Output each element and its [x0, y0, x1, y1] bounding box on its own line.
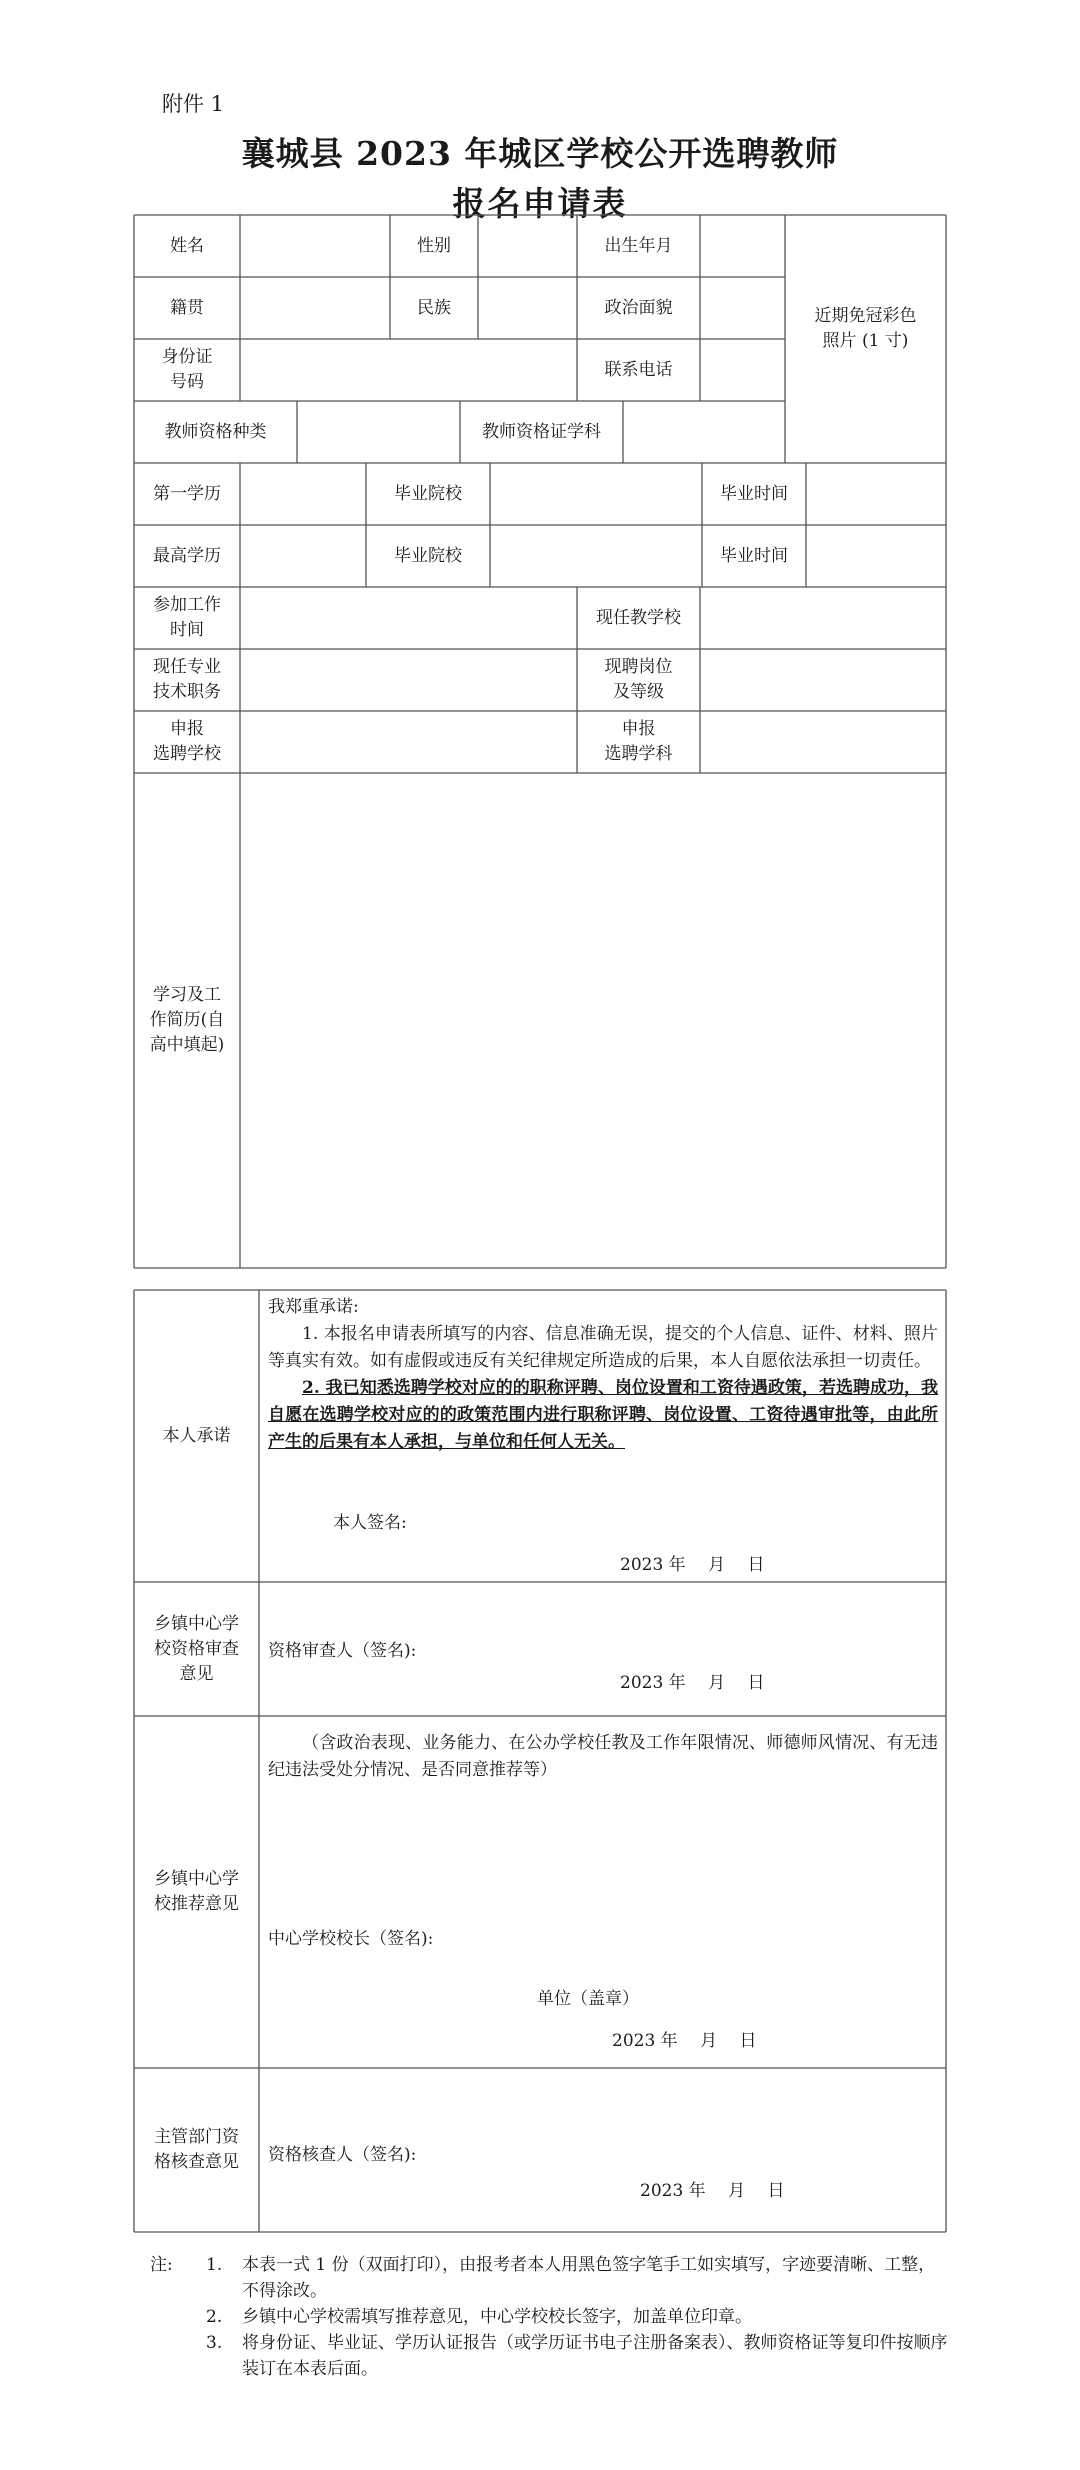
note-text: 本表一式 1 份（双面打印），由报考者本人用黑色签字笔手工如实填写，字迹要清晰、工整，不得涂改。	[242, 2255, 936, 2301]
id-number-field[interactable]	[240, 339, 577, 401]
pledge-content	[268, 1294, 938, 1456]
grad-school-1-field[interactable]	[490, 463, 702, 525]
label-authority: 主管部门资 格核查意见	[154, 2127, 239, 2172]
label-apply-subject: 申报 选聘学科	[604, 719, 673, 764]
note-text: 乡镇中心学校需填写推荐意见，中心学校校长签字，加盖单位印章。	[242, 2307, 752, 2327]
review-signature-field[interactable]	[450, 1634, 750, 1664]
notes-prefix: 注:	[150, 2255, 173, 2275]
work-start-field[interactable]	[240, 587, 577, 649]
pledge-signature-label: 本人签名:	[333, 1513, 407, 1533]
recommend-date: 2023 年 月 日	[612, 2031, 757, 2051]
label-current-school: 现任教学校	[596, 607, 681, 628]
label-political-status: 政治面貌	[604, 297, 673, 318]
note-item	[150, 2330, 950, 2382]
principal-signature-label: 中心学校校长（签名):	[268, 1929, 434, 1949]
authority-signer-label: 资格核查人（签名):	[268, 2145, 417, 2165]
note-number: 1.	[206, 2255, 223, 2275]
authority-date: 2023 年 月 日	[640, 2181, 785, 2201]
phone-field[interactable]	[700, 339, 785, 401]
pledge-date: 2023 年 月 日	[620, 1555, 765, 1575]
label-review: 乡镇中心学 校资格审查 意见	[154, 1613, 239, 1684]
note-number: 3.	[206, 2333, 223, 2353]
photo-placeholder[interactable]: 近期免冠彩色 照片 (1 寸)	[814, 306, 917, 351]
label-recommend: 乡镇中心学 校推荐意见	[154, 1869, 239, 1914]
apply-school-field[interactable]	[240, 711, 577, 773]
current-school-field[interactable]	[700, 587, 946, 649]
pledge-item-1: 1. 本报名申请表所填写的内容、信息准确无误，提交的个人信息、证件、材料、照片等真实有效。如有虚假或违反有关纪律规定所造成的后果，本人自愿依法承担一切责任。	[268, 1324, 938, 1371]
birth-field[interactable]	[700, 215, 785, 277]
cert-type-field[interactable]	[297, 401, 460, 463]
authority-signature-field[interactable]	[450, 2138, 750, 2168]
grad-time-2-field[interactable]	[806, 525, 946, 587]
resume-field[interactable]	[240, 773, 946, 1268]
label-current-title: 现任专业 技术职务	[153, 657, 221, 702]
ethnicity-field[interactable]	[478, 277, 577, 339]
notes-section	[150, 2252, 950, 2382]
review-date: 2023 年 月 日	[620, 1673, 765, 1693]
label-apply-school: 申报 选聘学校	[153, 719, 221, 764]
unit-seal-label: 单位（盖章）	[537, 1989, 639, 2009]
label-ethnicity: 民族	[417, 297, 451, 318]
form-subtitle: 报名申请表	[452, 184, 628, 223]
label-native-place: 籍贯	[170, 297, 204, 318]
name-field[interactable]	[240, 215, 390, 277]
pledge-signature-field[interactable]	[440, 1506, 740, 1536]
label-grad-school-2: 毕业院校	[394, 545, 462, 566]
grad-school-2-field[interactable]	[490, 525, 702, 587]
recommend-hint: （含政治表现、业务能力、在公办学校任教及工作年限情况、师德师风情况、有无违纪违法受处分情况、是否同意推荐等）	[268, 1733, 938, 1780]
gender-field[interactable]	[478, 215, 577, 277]
form-title: 襄城县 2023 年城区学校公开选聘教师	[241, 134, 839, 173]
label-pledge: 本人承诺	[162, 1425, 231, 1446]
current-post-field[interactable]	[700, 649, 946, 711]
note-number: 2.	[206, 2307, 223, 2327]
apply-subject-field[interactable]	[700, 711, 946, 773]
pledge-item-2: 2. 我已知悉选聘学校对应的的职称评聘、岗位设置和工资待遇政策，若选聘成功，我自愿在选聘学校对应的的政策范围内进行职称评聘、岗位设置、工资待遇审批等，由此所产生的后果有本人承担，与单位和任何人无关。	[268, 1378, 938, 1452]
label-gender: 性别	[417, 235, 451, 256]
pledge-intro: 我郑重承诺:	[268, 1297, 359, 1317]
political-status-field[interactable]	[700, 277, 785, 339]
current-title-field[interactable]	[240, 649, 577, 711]
label-birth: 出生年月	[604, 235, 673, 256]
note-item	[150, 2252, 950, 2304]
native-place-field[interactable]	[240, 277, 390, 339]
label-phone: 联系电话	[604, 359, 673, 380]
label-cert-type: 教师资格种类	[164, 421, 267, 442]
label-grad-time-2: 毕业时间	[720, 545, 788, 566]
first-degree-field[interactable]	[240, 463, 366, 525]
attachment-label: 附件 1	[162, 92, 225, 116]
label-current-post: 现聘岗位 及等级	[604, 657, 673, 702]
label-first-degree: 第一学历	[153, 483, 221, 504]
label-work-start: 参加工作 时间	[153, 595, 221, 640]
note-text: 将身份证、毕业证、学历认证报告（或学历证书电子注册备案表）、教师资格证等复印件按顺序装订在本表后面。	[242, 2333, 948, 2379]
label-grad-time-1: 毕业时间	[720, 483, 788, 504]
label-resume: 学习及工 作简历(自 高中填起)	[149, 985, 225, 1055]
label-id-number: 身份证 号码	[161, 347, 213, 392]
grad-time-1-field[interactable]	[806, 463, 946, 525]
note-item	[150, 2304, 950, 2330]
label-highest-degree: 最高学历	[153, 545, 221, 566]
label-name: 姓名	[170, 235, 204, 256]
review-signer-label: 资格审查人（签名):	[268, 1641, 417, 1661]
label-cert-subject: 教师资格证学科	[482, 421, 601, 442]
recommend-opinion-field[interactable]	[268, 1800, 938, 1920]
label-grad-school-1: 毕业院校	[394, 483, 462, 504]
highest-degree-field[interactable]	[240, 525, 366, 587]
cert-subject-field[interactable]	[623, 401, 785, 463]
